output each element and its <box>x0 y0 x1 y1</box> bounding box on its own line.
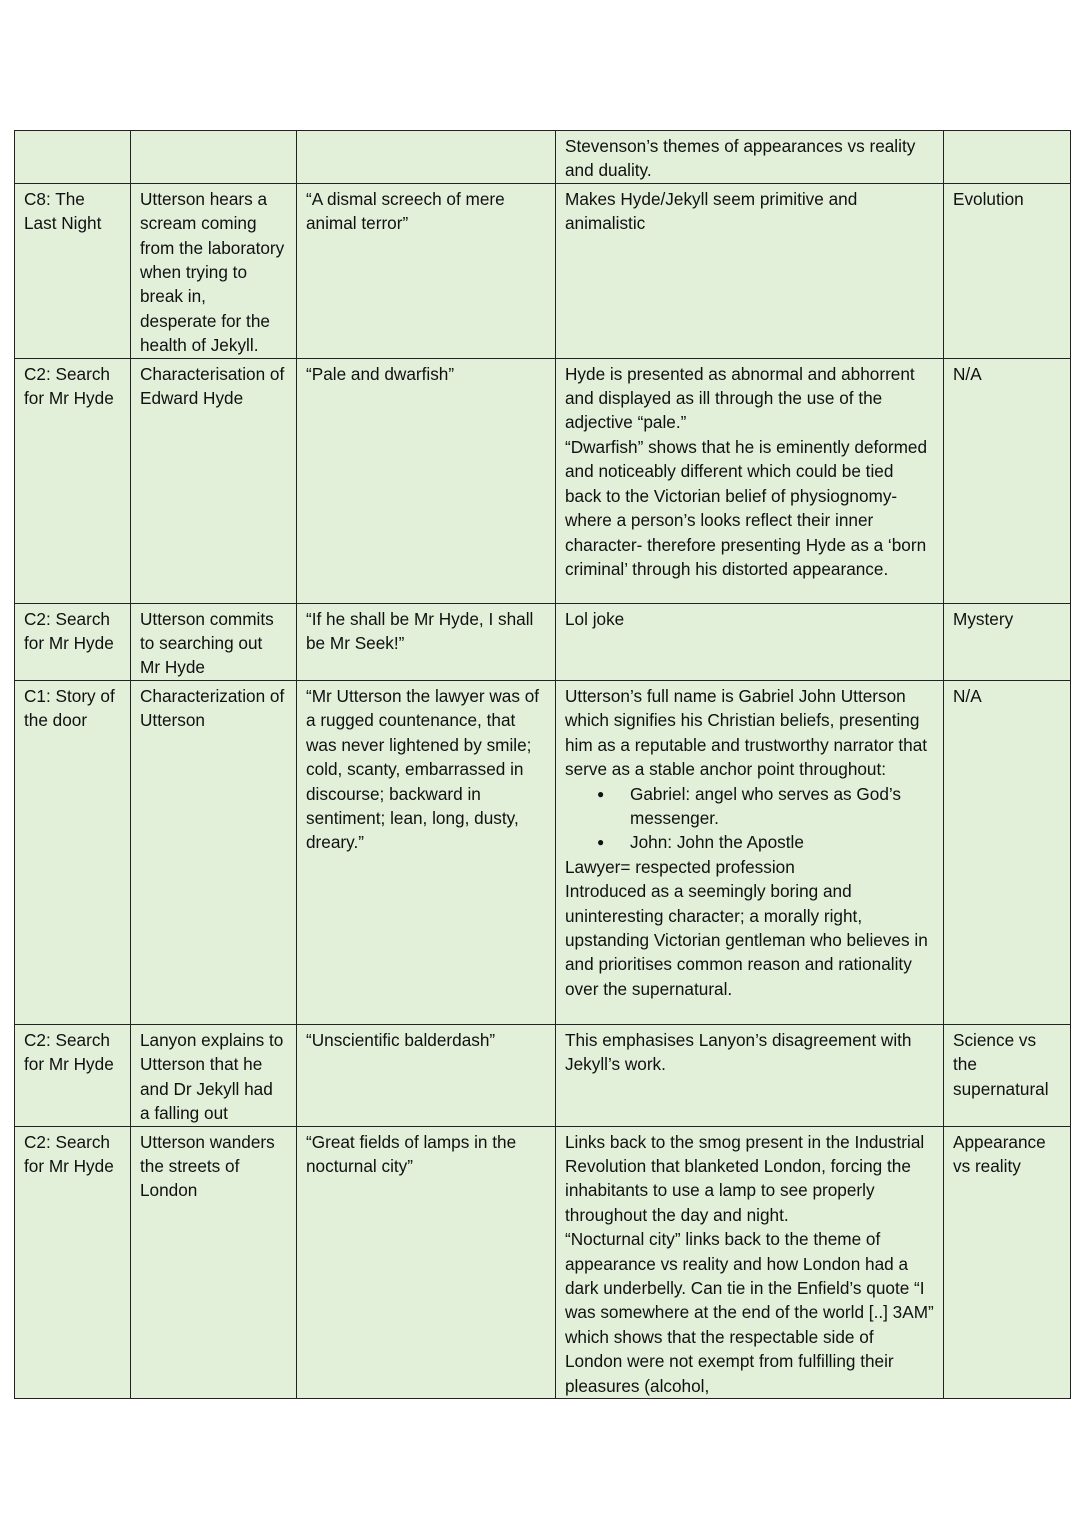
event-cell: Characterization of Utterson <box>131 680 297 1024</box>
theme-cell: Science vs the supernatural <box>944 1024 1071 1126</box>
theme-cell: N/A <box>944 680 1071 1024</box>
theme-cell <box>944 131 1071 184</box>
quote-cell: “Great fields of lamps in the nocturnal city” <box>297 1126 556 1398</box>
analysis-bullet-list <box>565 782 934 855</box>
analysis-cell: Hyde is presented as abnormal and abhorrent and displayed as ill through the use of the adjective “pale.” “Dwarfish” shows that he is eminently deformed and noticeably different which could be tied back to the Victorian belief of physiognomy- where a person’s looks reflect their inner character- therefore presenting Hyde as a ‘born criminal’ through his distorted appearance. <box>556 358 944 603</box>
analysis-intro: Utterson’s full name is Gabriel John Utterson which signifies his Christian beliefs, presenting him as a reputable and trustworthy narrator that serve as a stable anchor point throughout: <box>565 685 928 780</box>
event-cell: Utterson hears a scream coming from the laboratory when trying to break in, desperate for the health of Jekyll. <box>131 183 297 358</box>
table-row <box>15 603 1071 680</box>
analysis-cell: Stevenson’s themes of appearances vs reality and duality. <box>556 131 944 184</box>
quote-cell <box>297 131 556 184</box>
event-cell: Characterisation of Edward Hyde <box>131 358 297 603</box>
event-cell: Utterson wanders the streets of London <box>131 1126 297 1398</box>
quote-cell: “Mr Utterson the lawyer was of a rugged countenance, that was never lightened by smile; cold, scanty, embarrassed in discourse; backward in sentiment; lean, long, dusty, dreary.” <box>297 680 556 1024</box>
chapter-cell: C2: Search for Mr Hyde <box>15 1126 131 1398</box>
table-row <box>15 680 1071 1024</box>
chapter-cell: C2: Search for Mr Hyde <box>15 1024 131 1126</box>
theme-cell: Appearance vs reality <box>944 1126 1071 1398</box>
quote-cell: “Pale and dwarfish” <box>297 358 556 603</box>
bullet-item: ● Gabriel: angel who serves as God’s messenger. <box>565 782 934 831</box>
theme-cell: Evolution <box>944 183 1071 358</box>
table-row <box>15 1024 1071 1126</box>
chapter-cell <box>15 131 131 184</box>
event-cell: Utterson commits to searching out Mr Hyde <box>131 603 297 680</box>
event-cell <box>131 131 297 184</box>
analysis-cell: Links back to the smog present in the Industrial Revolution that blanketed London, forcing the inhabitants to use a lamp to see properly throughout the day and night. “Nocturnal city” links back to the theme of appearance vs reality and how London had a dark underbelly. Can tie in the Enfield’s quote “I was somewhere at the end of the world [..] 3AM” which shows that the respectable side of London were not exempt from fulfilling their pleasures (alcohol, <box>556 1126 944 1398</box>
chapter-cell: C1: Story of the door <box>15 680 131 1024</box>
analysis-cell: This emphasises Lanyon’s disagreement with Jekyll’s work. <box>556 1024 944 1126</box>
analysis-continued: Lawyer= respected profession Introduced as a seemingly boring and uninteresting character; a morally right, upstanding Victorian gentleman who believes in and prioritises common reason and rationality over the supernatural. <box>565 856 928 999</box>
event-cell: Lanyon explains to Utterson that he and Dr Jekyll had a falling out <box>131 1024 297 1126</box>
analysis-cell: Lol joke <box>556 603 944 680</box>
chapter-cell: C8: The Last Night <box>15 183 131 358</box>
bullet-item: ● John: John the Apostle <box>565 830 934 854</box>
theme-cell: Mystery <box>944 603 1071 680</box>
analysis-cell: Makes Hyde/Jekyll seem primitive and animalistic <box>556 183 944 358</box>
table-row <box>15 131 1071 184</box>
table-row <box>15 358 1071 603</box>
table-row <box>15 183 1071 358</box>
chapter-cell: C2: Search for Mr Hyde <box>15 358 131 603</box>
table-row <box>15 1126 1071 1398</box>
theme-cell: N/A <box>944 358 1071 603</box>
quote-cell: “If he shall be Mr Hyde, I shall be Mr Seek!” <box>297 603 556 680</box>
analysis-cell <box>556 680 944 1024</box>
chapter-cell: C2: Search for Mr Hyde <box>15 603 131 680</box>
notes-table <box>14 130 1071 1399</box>
quote-cell: “Unscientific balderdash” <box>297 1024 556 1126</box>
quote-cell: “A dismal screech of mere animal terror” <box>297 183 556 358</box>
